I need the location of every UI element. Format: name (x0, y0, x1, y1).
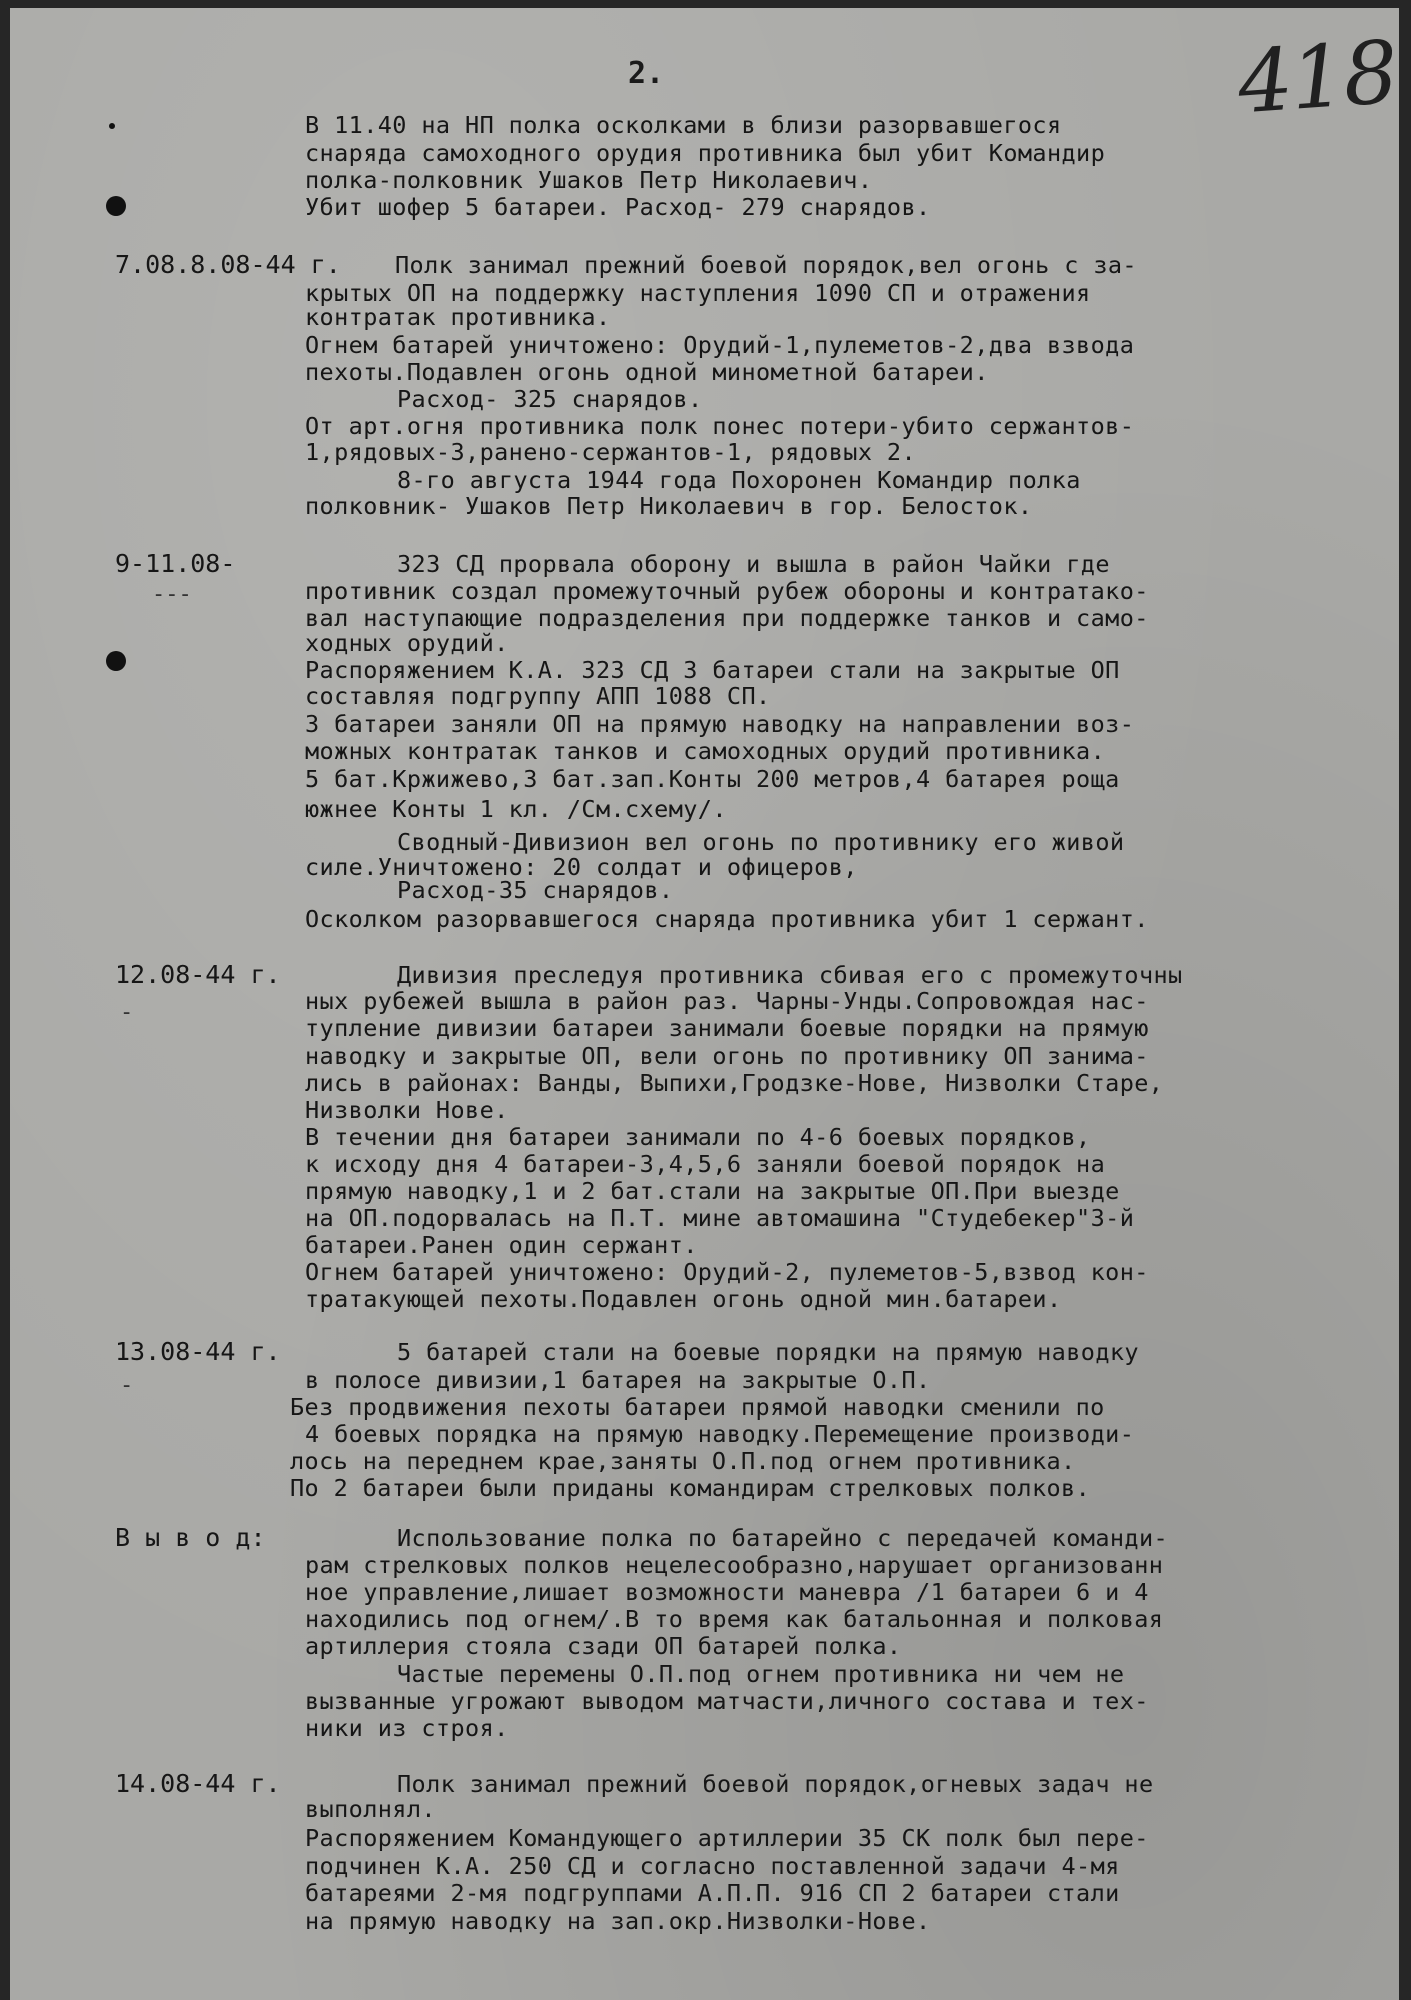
entry-date: 7.08.8.08-44 г. (115, 250, 341, 279)
text-line: полка-полковник Ушаков Петр Николаевич. (305, 166, 873, 194)
text-line: тратакующей пехоты.Подавлен огонь одной мин.батареи. (305, 1285, 1062, 1313)
text-line: крытых ОП на поддержку наступления 1090 СП и отражения (305, 279, 1091, 307)
margin-mark: - (120, 1373, 134, 1398)
text-line: южнее Конты 1 кл. /См.схему/. (305, 795, 727, 823)
entry-date: 12.08-44 г. (115, 960, 281, 989)
scan-edge-top (0, 0, 1411, 8)
text-line: вызванные угрожают выводом матчасти,личного состава и тех- (305, 1687, 1149, 1715)
text-line: 8-го августа 1944 года Похоронен Командир полка (397, 466, 1081, 494)
text-line: полковник- Ушаков Петр Николаевич в гор. Белосток. (305, 492, 1033, 520)
text-line: тупление дивизии батареи занимали боевые порядки на прямую (305, 1014, 1149, 1042)
text-line: Использование полка по батарейно с передачей команди- (397, 1524, 1169, 1552)
text-line: лись в районах: Ванды, Выпихи,Гродзке-Нове, Низволки Старе, (305, 1069, 1164, 1097)
handwritten-folio-number: 418 (1234, 22, 1400, 134)
text-line: Расход-35 снарядов. (397, 876, 674, 904)
text-line: вал наступающие подразделения при поддержке танков и само- (305, 604, 1149, 632)
text-line: составляя подгруппу АПП 1088 СП. (305, 682, 771, 710)
text-line: Частые перемены О.П.под огнем противника ни чем не (397, 1660, 1125, 1688)
text-line: Полк занимал прежний боевой порядок,огневых задач не (397, 1770, 1154, 1798)
text-line: По 2 батареи были приданы командирам стрелковых полков. (290, 1474, 1091, 1502)
scan-edge-left (0, 0, 10, 2000)
text-line: 4 боевых порядка на прямую наводку.Перемещение производи- (305, 1420, 1135, 1448)
text-line: можных контратак танков и самоходных орудий противника. (305, 737, 1106, 765)
text-line: Полк занимал прежний боевой порядок,вел огонь с за- (395, 251, 1137, 279)
text-line: на ОП.подорвалась на П.Т. мине автомашина "Студебекер"3-й (305, 1204, 1135, 1232)
text-line: снаряда самоходного орудия противника был убит Командир (305, 139, 1106, 167)
text-line: Распоряжением Командующего артиллерии 35 СК полк был пере- (305, 1824, 1149, 1852)
page-number: 2. (628, 56, 665, 91)
text-line: подчинен К.А. 250 СД и согласно поставленной задачи 4-мя (305, 1852, 1120, 1880)
text-line: От арт.огня противника полк понес потери-убито сержантов- (305, 412, 1135, 440)
text-line: Огнем батарей уничтожено: Орудий-1,пулеметов-2,два взвода (305, 331, 1135, 359)
entry-date: 13.08-44 г. (115, 1337, 281, 1366)
text-line: 323 СД прорвала оборону и вышла в район Чайки где (397, 550, 1110, 578)
margin-mark: --- (152, 582, 192, 607)
punch-dot (109, 123, 115, 129)
text-line: Убит шофер 5 батареи. Расход- 279 снарядов. (305, 193, 931, 221)
text-line: Низволки Нове. (305, 1096, 509, 1124)
text-line: Распоряжением К.А. 323 СД 3 батареи стали на закрытые ОП (305, 656, 1120, 684)
text-line: 5 бат.Кржижево,3 бат.зап.Конты 200 метров,4 батарея роща (305, 765, 1120, 793)
text-line: прямую наводку,1 и 2 бат.стали на закрытые ОП.При выезде (305, 1177, 1120, 1205)
text-line: контратак противника. (305, 303, 611, 331)
entry-date: 9-11.08- (115, 549, 236, 578)
text-line: силе.Уничтожено: 20 солдат и офицеров, (305, 853, 858, 881)
text-line: ных рубежей вышла в район раз. Чарны-Унды.Сопровождая нас- (305, 987, 1149, 1015)
text-line: Сводный-Дивизион вел огонь по противнику его живой (397, 828, 1125, 856)
margin-mark: - (120, 1000, 134, 1025)
text-line: ное управление,лишает возможности маневра /1 батареи 6 и 4 (305, 1578, 1149, 1606)
text-line: Расход- 325 снарядов. (397, 385, 703, 413)
text-line: артиллерия стояла сзади ОП батарей полка. (305, 1632, 902, 1660)
text-line: Огнем батарей уничтожено: Орудий-2, пулеметов-5,взвод кон- (305, 1258, 1149, 1286)
text-line: выполнял. (305, 1795, 436, 1823)
text-line: пехоты.Подавлен огонь одной минометной батареи. (305, 358, 989, 386)
scan-edge-right (1399, 0, 1411, 2000)
text-line: батареи.Ранен один сержант. (305, 1231, 698, 1259)
text-line: 1,рядовых-3,ранено-сержантов-1, рядовых 2. (305, 438, 917, 466)
text-line: противник создал промежуточный рубеж обороны и контратако- (305, 577, 1149, 605)
text-line: В 11.40 на НП полка осколками в близи разорвавшегося (305, 111, 1062, 139)
text-line: в полосе дивизии,1 батарея на закрытые О.П. (305, 1366, 931, 1394)
text-line: В течении дня батареи занимали по 4-6 боевых порядков, (305, 1123, 1091, 1151)
text-line: на прямую наводку на зап.окр.Низволки-Нове. (305, 1907, 931, 1935)
text-line: наводку и закрытые ОП, вели огонь по противнику ОП занима- (305, 1042, 1149, 1070)
text-line: рам стрелковых полков нецелесообразно,нарушает организованн (305, 1551, 1164, 1579)
text-line: Без продвижения пехоты батареи прямой наводки сменили по (290, 1393, 1105, 1421)
text-line: находились под огнем/.В то время как батальонная и полковая (305, 1605, 1164, 1633)
text-line: 3 батареи заняли ОП на прямую наводку на направлении воз- (305, 710, 1135, 738)
text-line: ходных орудий. (305, 629, 509, 657)
text-line: Осколком разорвавшегося снаряда противника убит 1 сержант. (305, 905, 1149, 933)
text-line: Дивизия преследуя противника сбивая его с промежуточны (397, 961, 1183, 989)
punch-hole (106, 651, 126, 671)
text-line: лось на переднем крае,заняты О.П.под огнем противника. (290, 1447, 1076, 1475)
conclusion-heading: В ы в о д: (115, 1523, 266, 1552)
text-line: батареями 2-мя подгруппами А.П.П. 916 СП 2 батареи стали (305, 1879, 1120, 1907)
text-line: 5 батарей стали на боевые порядки на прямую наводку (397, 1338, 1139, 1366)
punch-hole (106, 196, 126, 216)
text-line: ники из строя. (305, 1714, 509, 1742)
entry-date: 14.08-44 г. (115, 1769, 281, 1798)
text-line: к исходу дня 4 батареи-3,4,5,6 заняли боевой порядок на (305, 1150, 1106, 1178)
